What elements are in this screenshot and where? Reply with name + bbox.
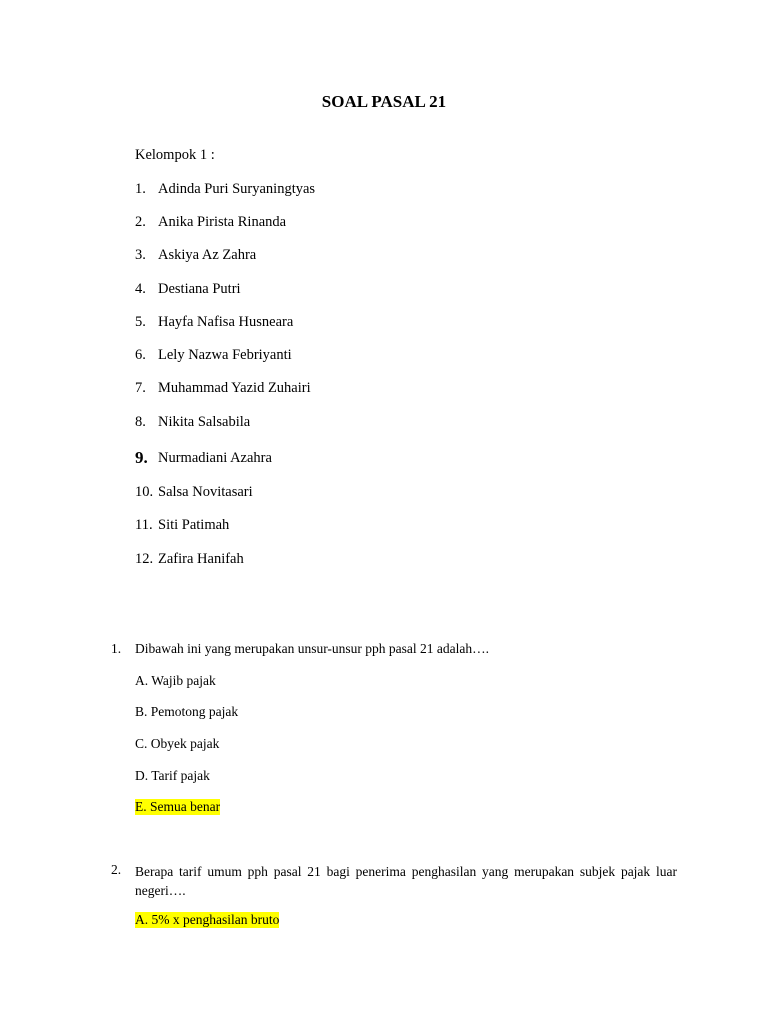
member-name: Destiana Putri: [158, 281, 241, 297]
page-title: SOAL PASAL 21: [321, 92, 447, 111]
answer-option-highlighted: A. 5% x penghasilan bruto: [135, 912, 280, 927]
question-number: 1.: [111, 641, 122, 656]
member-number: 3.: [135, 247, 146, 263]
member-number: 8.: [135, 414, 146, 430]
member-number: 9.: [135, 448, 148, 467]
member-number: 2.: [135, 214, 146, 230]
member-name: Nurmadiani Azahra: [158, 450, 272, 466]
member-name: Siti Patimah: [158, 517, 230, 533]
member-number: 5.: [135, 314, 146, 330]
member-number: 7.: [135, 380, 146, 396]
answer-option-highlighted: E. Semua benar: [135, 799, 221, 814]
member-number: 11.: [135, 517, 153, 533]
answer-option: C. Obyek pajak: [135, 736, 220, 751]
group-label: Kelompok 1 :: [135, 147, 215, 163]
member-name: Anika Pirista Rinanda: [158, 214, 287, 230]
member-number: 12.: [135, 551, 154, 567]
member-name: Nikita Salsabila: [158, 414, 251, 430]
member-name: Salsa Novitasari: [158, 484, 253, 500]
answer-option: B. Pemotong pajak: [135, 704, 239, 719]
member-name: Askiya Az Zahra: [158, 247, 257, 263]
member-name: Adinda Puri Suryaningtyas: [158, 181, 316, 197]
member-number: 4.: [135, 281, 146, 297]
member-number: 10.: [135, 484, 154, 500]
question-text: Dibawah ini yang merupakan unsur-unsur pph pasal 21 adalah….: [135, 641, 490, 656]
member-name: Zafira Hanifah: [158, 551, 244, 567]
member-name: Lely Nazwa Febriyanti: [158, 347, 292, 363]
member-number: 6.: [135, 347, 146, 363]
member-number: 1.: [135, 181, 146, 197]
member-name: Muhammad Yazid Zuhairi: [158, 380, 311, 396]
answer-option: A. Wajib pajak: [135, 673, 216, 688]
question-text: Berapa tarif umum pph pasal 21 bagi penerima penghasilan yang merupakan subjek pajak luar negeri….: [135, 864, 677, 898]
answer-option: D. Tarif pajak: [135, 768, 210, 783]
question-number: 2.: [111, 862, 122, 877]
member-name: Hayfa Nafisa Husneara: [158, 314, 294, 330]
